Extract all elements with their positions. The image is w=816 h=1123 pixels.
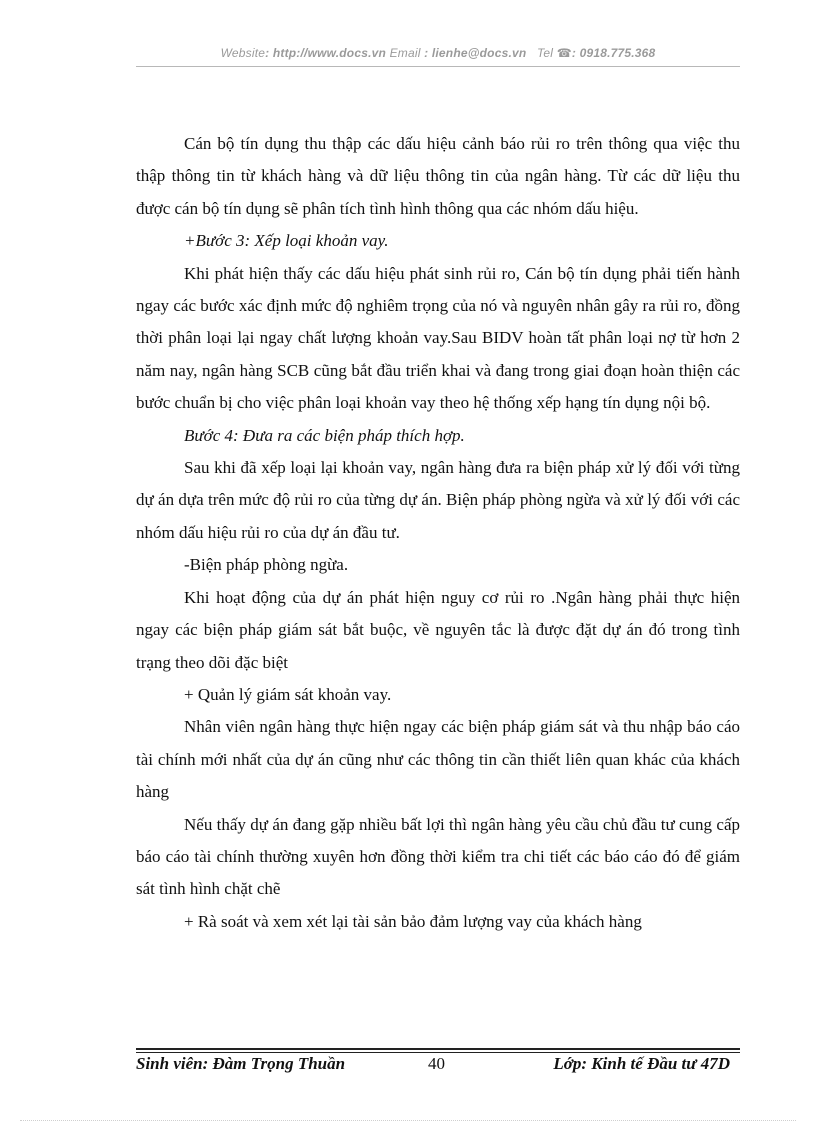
step-heading: +Bước 3: Xếp loại khoản vay.	[184, 231, 389, 251]
paragraph: Nếu thấy dự án đang gặp nhiều bất lợi thì ngân hàng yêu cầu chủ đầu tư cung cấp báo cáo tài chính thường xuyên hơn đồng thời kiểm tra chi tiết các báo cáo đó để giám sát tình hình chặt chẽ	[136, 814, 740, 899]
paragraph: Khi phát hiện thấy các dấu hiệu phát sinh rủi ro, Cán bộ tín dụng phải tiến hành ngay các bước xác định mức độ nghiêm trọng của nó và nguyên nhân gây ra rủi ro, đồng thời phân loại lại ngay chất lượng khoản vay.Sau BIDV hoàn tất phân loại nợ từ hơn 2 năm nay, ngân hàng SCB cũng bắt đầu triển khai và đang trong giai đoạn hoàn thiện các bước chuẩn bị cho việc phân loại khoản vay theo hệ thống xếp hạng tín dụng nội bộ.	[136, 263, 740, 413]
step-heading: Bước 4: Đưa ra các biện pháp thích hợp.	[184, 425, 465, 445]
email-value: : lienhe@docs.vn	[424, 46, 527, 60]
paragraph: Cán bộ tín dụng thu thập các dấu hiệu cảnh báo rủi ro trên thông qua việc thu thập thông tin từ khách hàng và dữ liệu thông tin của ngân hàng. Từ các dữ liệu thu được cán bộ tín dụng sẽ phân tích tình hình thông qua các nhóm dấu hiệu.	[136, 134, 740, 218]
tel-value: ☎: 0918.775.368	[556, 46, 656, 60]
footer-class: Lớp: Kinh tế Đầu tư 47D	[553, 1054, 730, 1073]
paragraph: Nhân viên ngân hàng thực hiện ngay các biện pháp giám sát và thu nhập báo cáo tài chính mới nhất của dự án cũng như các thông tin cần thiết liên quan khác của khách hàng	[136, 717, 740, 802]
website-value: : http://www.docs.vn	[265, 46, 387, 60]
footer-divider-thick	[136, 1048, 740, 1050]
page-header	[136, 46, 740, 60]
email-label: Email	[389, 46, 421, 60]
sub-heading: -Biện pháp phòng ngừa.	[184, 555, 349, 575]
page-edge-dots	[20, 1120, 796, 1121]
sub-heading: + Quản lý giám sát khoản vay.	[184, 684, 392, 704]
paragraph: Khi hoạt động của dự án phát hiện nguy cơ rủi ro .Ngân hàng phải thực hiện ngay các biện pháp giám sát bắt buộc, về nguyên tắc là được đặt dự án đó trong tình trạng theo dõi đặc biệt	[136, 587, 740, 672]
paragraph: Sau khi đã xếp loại lại khoản vay, ngân hàng đưa ra biện pháp xử lý đối với từng dự án dựa trên mức độ rủi ro của từng dự án. Biện pháp phòng ngừa và xử lý đối với các nhóm dấu hiệu rủi ro của dự án đầu tư.	[136, 458, 740, 542]
document-body	[136, 128, 740, 938]
page-number: 40	[428, 1054, 445, 1073]
footer-student: Sinh viên: Đàm Trọng Thuần	[136, 1054, 346, 1073]
header-divider	[136, 66, 740, 67]
tel-label: Tel	[537, 46, 554, 60]
sub-heading: + Rà soát và xem xét lại tài sản bảo đảm lượng vay của khách hàng	[184, 911, 642, 931]
footer-divider-thin	[136, 1052, 740, 1053]
website-label: Website	[220, 46, 266, 60]
page-footer	[136, 1054, 740, 1076]
